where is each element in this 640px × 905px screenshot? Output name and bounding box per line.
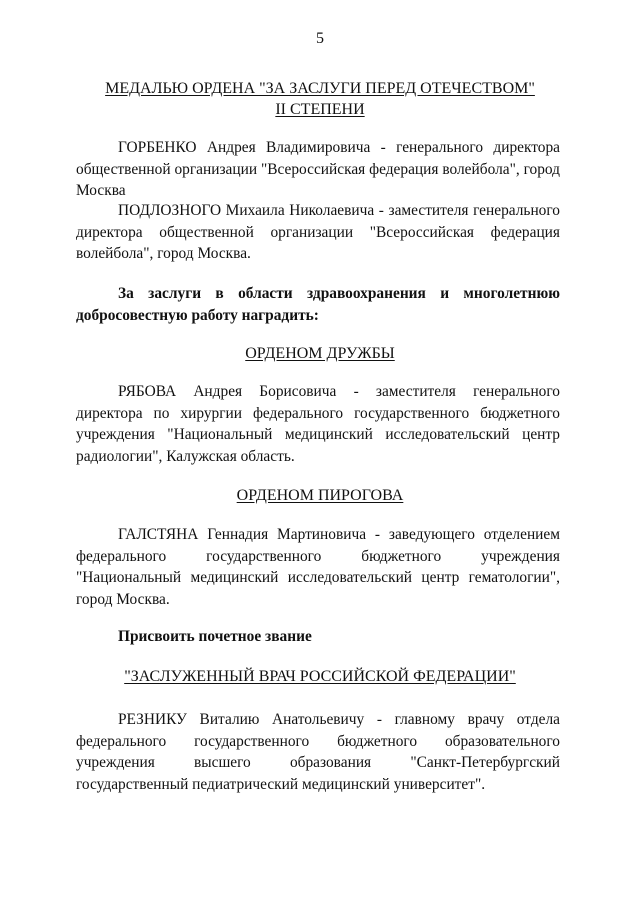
friendship-order-heading xyxy=(0,344,640,364)
health-award-intro: За заслуги в области здравоохранения и многолетнюю добросовестную работу наградить: xyxy=(76,285,560,324)
page-number: 5 xyxy=(316,30,324,47)
award-paragraph-galstyan: ГАЛСТЯНА Геннадия Мартиновича - заведующего отделением федерального государственного бюджетного учреждения "Национальный медицинский исследовательский центр гематологии", город Москва. xyxy=(76,526,560,608)
medal-heading-line1-text: МЕДАЛЬЮ ОРДЕНА "ЗА ЗАСЛУГИ ПЕРЕД ОТЕЧЕСТВОМ" xyxy=(105,80,535,97)
award-paragraph-podlozny: ПОДЛОЗНОГО Михаила Николаевича - заместителя генерального директора общественной организации "Всероссийская федерация волейбола", город Москва. xyxy=(76,202,560,262)
pirogov-order-heading xyxy=(0,486,640,506)
award-paragraph-gorbenko: ГОРБЕНКО Андрея Владимировича - генерального директора общественной организации "Всероссийская федерация волейбола", город Москва xyxy=(76,139,560,199)
honored-doctor-title-heading xyxy=(0,667,640,687)
medal-heading-line2-text: II СТЕПЕНИ xyxy=(275,101,365,118)
pirogov-order-heading-text: ОРДЕНОМ ПИРОГОВА xyxy=(236,487,404,504)
award-paragraph-reznik: РЕЗНИКУ Виталию Анатольевичу - главному врачу отдела федерального государственного бюджетного образовательного учреждения высшего образования "Санкт-Петербургский государственный педиатрический медицинский университет". xyxy=(76,711,560,793)
honorary-title-intro: Присвоить почетное звание xyxy=(118,628,312,645)
award-paragraph-ryabov: РЯБОВА Андрея Борисовича - заместителя генерального директора по хирургии федерального государственного бюджетного учреждения "Национальный медицинский исследовательский центр радиологии", Калужская область. xyxy=(76,383,560,465)
medal-heading-line1 xyxy=(0,79,640,99)
medal-heading-line2 xyxy=(0,100,640,120)
friendship-order-heading-text: ОРДЕНОМ ДРУЖБЫ xyxy=(245,345,395,362)
honored-doctor-title-heading-text: "ЗАСЛУЖЕННЫЙ ВРАЧ РОССИЙСКОЙ ФЕДЕРАЦИИ" xyxy=(124,668,516,685)
